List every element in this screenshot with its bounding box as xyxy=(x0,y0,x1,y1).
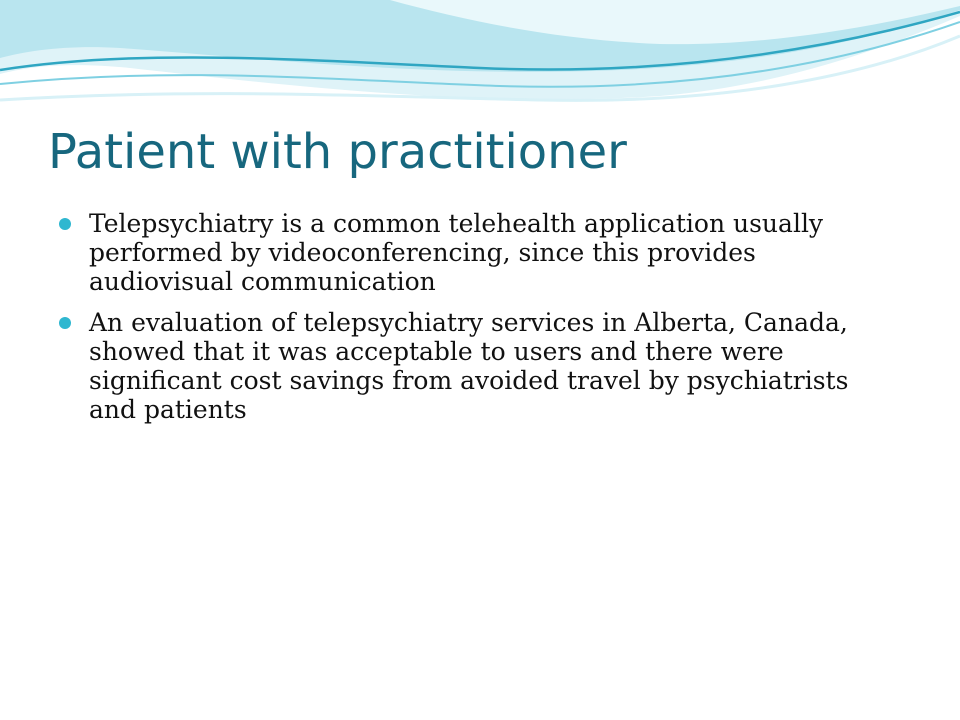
bullet-list xyxy=(58,209,898,436)
bullet-item xyxy=(58,308,898,424)
bullet-item xyxy=(58,209,898,296)
slide-title: Patient with practitioner xyxy=(48,124,627,180)
bullet-text: Telepsychiatry is a common telehealth application usually performed by videoconferencing, since this provides audiovisual communication xyxy=(89,209,824,296)
wave-header-decoration xyxy=(0,0,960,110)
bullet-text: An evaluation of telepsychiatry services in Alberta, Canada, showed that it was acceptable to users and there were significant cost savings from avoided travel by psychiatrists and patients xyxy=(89,308,849,424)
bullet-dot-icon xyxy=(59,218,71,230)
bullet-dot-icon xyxy=(59,317,71,329)
